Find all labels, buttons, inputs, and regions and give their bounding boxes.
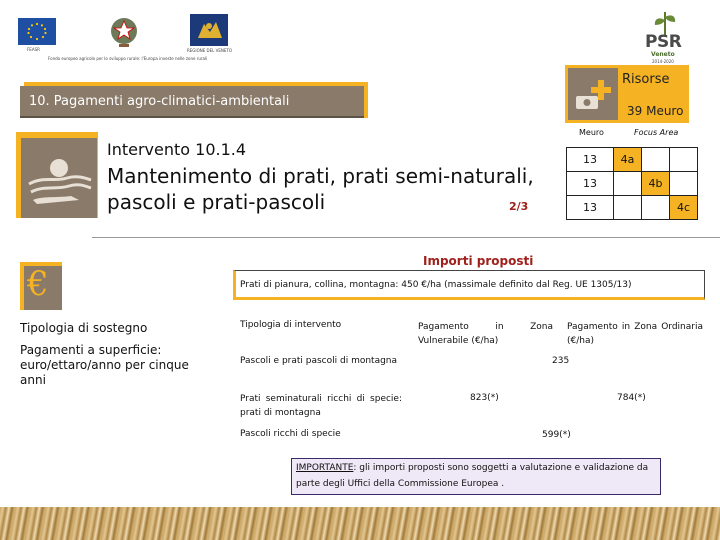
prati-amount: Prati di pianura, collina, montagna: 450 €/ha <box>240 280 442 290</box>
row-value-pascoli-montagna: 235 <box>552 356 570 366</box>
psr-logo-text: PSR <box>645 32 682 52</box>
page-number: 2/3 <box>509 200 529 213</box>
table-cell <box>670 172 698 196</box>
table-row <box>567 172 698 196</box>
risorse-label: Risorse <box>622 72 670 87</box>
focus-area-table <box>566 147 698 220</box>
focus-header-area: Focus Area <box>634 128 679 137</box>
intervention-name: Mantenimento di prati, prati semi-naturali, pascoli e prati-pascoli <box>107 164 534 214</box>
focus-header-meuro: Meuro <box>579 128 604 137</box>
table-cell: 4b <box>642 172 670 196</box>
row-value-pascoli-ricchi: 599(*) <box>542 430 571 440</box>
tipologia-body: Pagamenti a superficie: euro/ettaro/anno per cinque anni <box>20 343 189 387</box>
row-value-ordinaria: 784(*) <box>617 393 646 403</box>
prati-text <box>240 280 631 290</box>
col-header-vulnerabile: Pagamento in Zona Vulnerabile (€/ha) <box>418 322 553 346</box>
row-label-pascoli-ricchi: Pascoli ricchi di specie <box>240 429 341 439</box>
intervention-code: Intervento 10.1.4 <box>107 140 247 159</box>
col-header-ordinaria: Pagamento in Zona Ordinaria (€/ha) <box>567 322 703 346</box>
table-row <box>567 196 698 220</box>
wheat-footer-image <box>0 507 720 540</box>
table-cell: 4a <box>614 148 642 172</box>
table-cell: 4c <box>670 196 698 220</box>
row-value-vulnerabile: 823(*) <box>470 393 499 403</box>
euro-icon: € <box>27 264 49 304</box>
col-header-tipologia: Tipologia di intervento <box>240 320 342 330</box>
table-cell <box>670 148 698 172</box>
table-cell <box>642 148 670 172</box>
table-cell: 13 <box>567 148 614 172</box>
tipologia-title: Tipologia di sostegno <box>20 321 148 335</box>
risorse-value: 39 Meuro <box>627 104 684 118</box>
row-label-pascoli-montagna: Pascoli e prati pascoli di montagna <box>240 356 398 366</box>
section-divider <box>92 237 720 238</box>
psr-region: Veneto <box>651 51 675 58</box>
veneto-region-logo <box>190 14 228 46</box>
italian-republic-emblem <box>108 14 140 50</box>
psr-period: 2014-2020 <box>652 59 674 64</box>
table-cell <box>614 196 642 220</box>
landscape-hand-icon <box>21 138 97 218</box>
important-label: IMPORTANTE <box>296 463 354 473</box>
important-note <box>296 460 658 492</box>
eu-motto: Fondo europeo agricolo per lo sviluppo rurale: l'Europa investe nelle zone rurali <box>48 56 208 61</box>
table-cell: 13 <box>567 172 614 196</box>
row-label-prati-seminaturali: Prati seminaturali ricchi di specie: prati di montagna <box>240 394 402 418</box>
table-cell <box>642 196 670 220</box>
eu-flag-logo <box>18 18 56 45</box>
region-caption: REGIONE DEL VENETO <box>187 48 233 53</box>
eu-caption: FEASR <box>27 47 40 52</box>
measure-title: 10. Pagamenti agro-climatici-ambientali <box>29 94 290 109</box>
table-cell: 13 <box>567 196 614 220</box>
importi-title: Importi proposti <box>423 254 534 268</box>
money-plus-icon <box>568 68 618 120</box>
table-cell <box>614 172 642 196</box>
important-text: : gli importi proposti sono soggetti a valutazione e validazione da parte degli Uffici della Commissione Europea . <box>296 463 649 489</box>
prati-note: (massimale definito dal Reg. UE 1305/13) <box>441 280 632 290</box>
table-row <box>567 148 698 172</box>
